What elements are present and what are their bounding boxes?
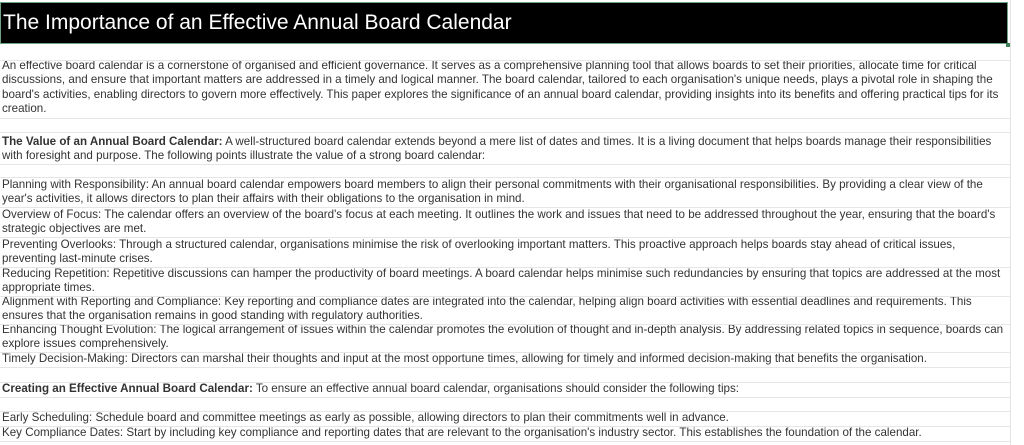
blank-row[interactable] (0, 368, 1010, 383)
tip-early-scheduling: Early Scheduling: Schedule board and committee meetings as early as possible, allowing directors to plan their commitments well in advance. (2, 412, 729, 425)
title-cell[interactable] (0, 2, 1008, 44)
tip-cell[interactable] (0, 427, 1010, 442)
intro-cell[interactable] (0, 61, 1010, 119)
creating-section-paragraph (2, 383, 1008, 397)
value-point-preventing: Preventing Overlooks: Through a structured calendar, organisations minimise the risk of overlooking important matters. This proactive approach helps boards stay ahead of critical issues, preventing last-minute crises. (2, 238, 956, 266)
value-point-timely: Timely Decision-Making: Directors can marshal their thoughts and input at the most opportune times, allowing for timely and informed decision-making that benefits the organisation. (2, 353, 927, 366)
tip-cell[interactable] (0, 412, 1010, 427)
blank-row[interactable] (0, 46, 1010, 61)
value-section-text: A well-structured board calendar extends beyond a mere list of dates and times. It is a living document that helps boards manage their responsibilities with foresight and purpose. The following points illustrate the value of a strong board calendar: (2, 134, 992, 163)
intro-paragraph: An effective board calendar is a cornerstone of organised and efficient governance. It serves as a comprehensive planning tool that allows boards to set their priorities, allocate time for critical discussions, and ensure that important matters are addressed in a timely and logical manner. The board calendar, tailored to each organisation's unique needs, plays a pivotal role in shaping the board's activities, enabling directors to govern more effectively. This paper explores the significance of an annual board calendar, providing insights into its benefits and offering practical tips for its creation. (2, 61, 999, 116)
document-title: The Importance of an Effective Annual Board Calendar (3, 11, 512, 34)
value-point-alignment: Alignment with Reporting and Compliance: Key reporting and compliance dates are integrated into the calendar, helping align board activities with essential deadlines and requirements. This ensures that the organisation remains in good standing with regulatory authorities. (2, 297, 972, 323)
value-point-cell[interactable] (0, 325, 1010, 353)
value-point-cell[interactable] (0, 238, 1010, 268)
creating-section-text: To ensure an effective annual board calendar, organisations should consider the following tips: (252, 383, 740, 396)
value-point-reducing: Reducing Repetition: Repetitive discussions can hamper the productivity of board meetings. A board calendar helps minimise such redundancies by ensuring that topics are addressed at the most appropriate times. (2, 268, 1001, 295)
value-section-cell[interactable] (0, 133, 1010, 165)
blank-row[interactable] (0, 119, 1010, 133)
column-border (1010, 0, 1011, 445)
value-point-cell[interactable] (0, 297, 1010, 325)
value-point-cell[interactable] (0, 208, 1010, 238)
value-point-planning: Planning with Responsibility: An annual board calendar empowers board members to align their personal commitments with their organisational responsibilities. By providing a clear view of the year's activities, it allows directors to plan their affairs with their obligations to the organisation in mind. (2, 178, 983, 206)
value-section-heading: The Value of an Annual Board Calendar: (2, 134, 223, 148)
value-point-cell[interactable] (0, 268, 1010, 297)
value-point-overview: Overview of Focus: The calendar offers an overview of the board's focus at each meeting. It outlines the work and issues that need to be addressed throughout the year, ensuring that the board's strategic objectives are met. (2, 208, 996, 236)
value-point-enhancing: Enhancing Thought Evolution: The logical arrangement of issues within the calendar promotes the evolution of thought and in-depth analysis. By addressing related topics in sequence, boards can explore issues comprehensively. (2, 325, 1004, 351)
value-section-paragraph (2, 135, 1008, 164)
creating-section-cell[interactable] (0, 383, 1010, 398)
tip-key-compliance-dates: Key Compliance Dates: Start by including key compliance and reporting dates that are relevant to the organisation's industry sector. This establishes the foundation of the calendar. (2, 427, 922, 440)
blank-row[interactable] (0, 398, 1010, 412)
creating-section-heading: Creating an Effective Annual Board Calendar: (2, 383, 253, 396)
value-point-cell[interactable] (0, 353, 1010, 368)
value-point-cell[interactable] (0, 178, 1010, 208)
blank-row[interactable] (0, 165, 1010, 178)
